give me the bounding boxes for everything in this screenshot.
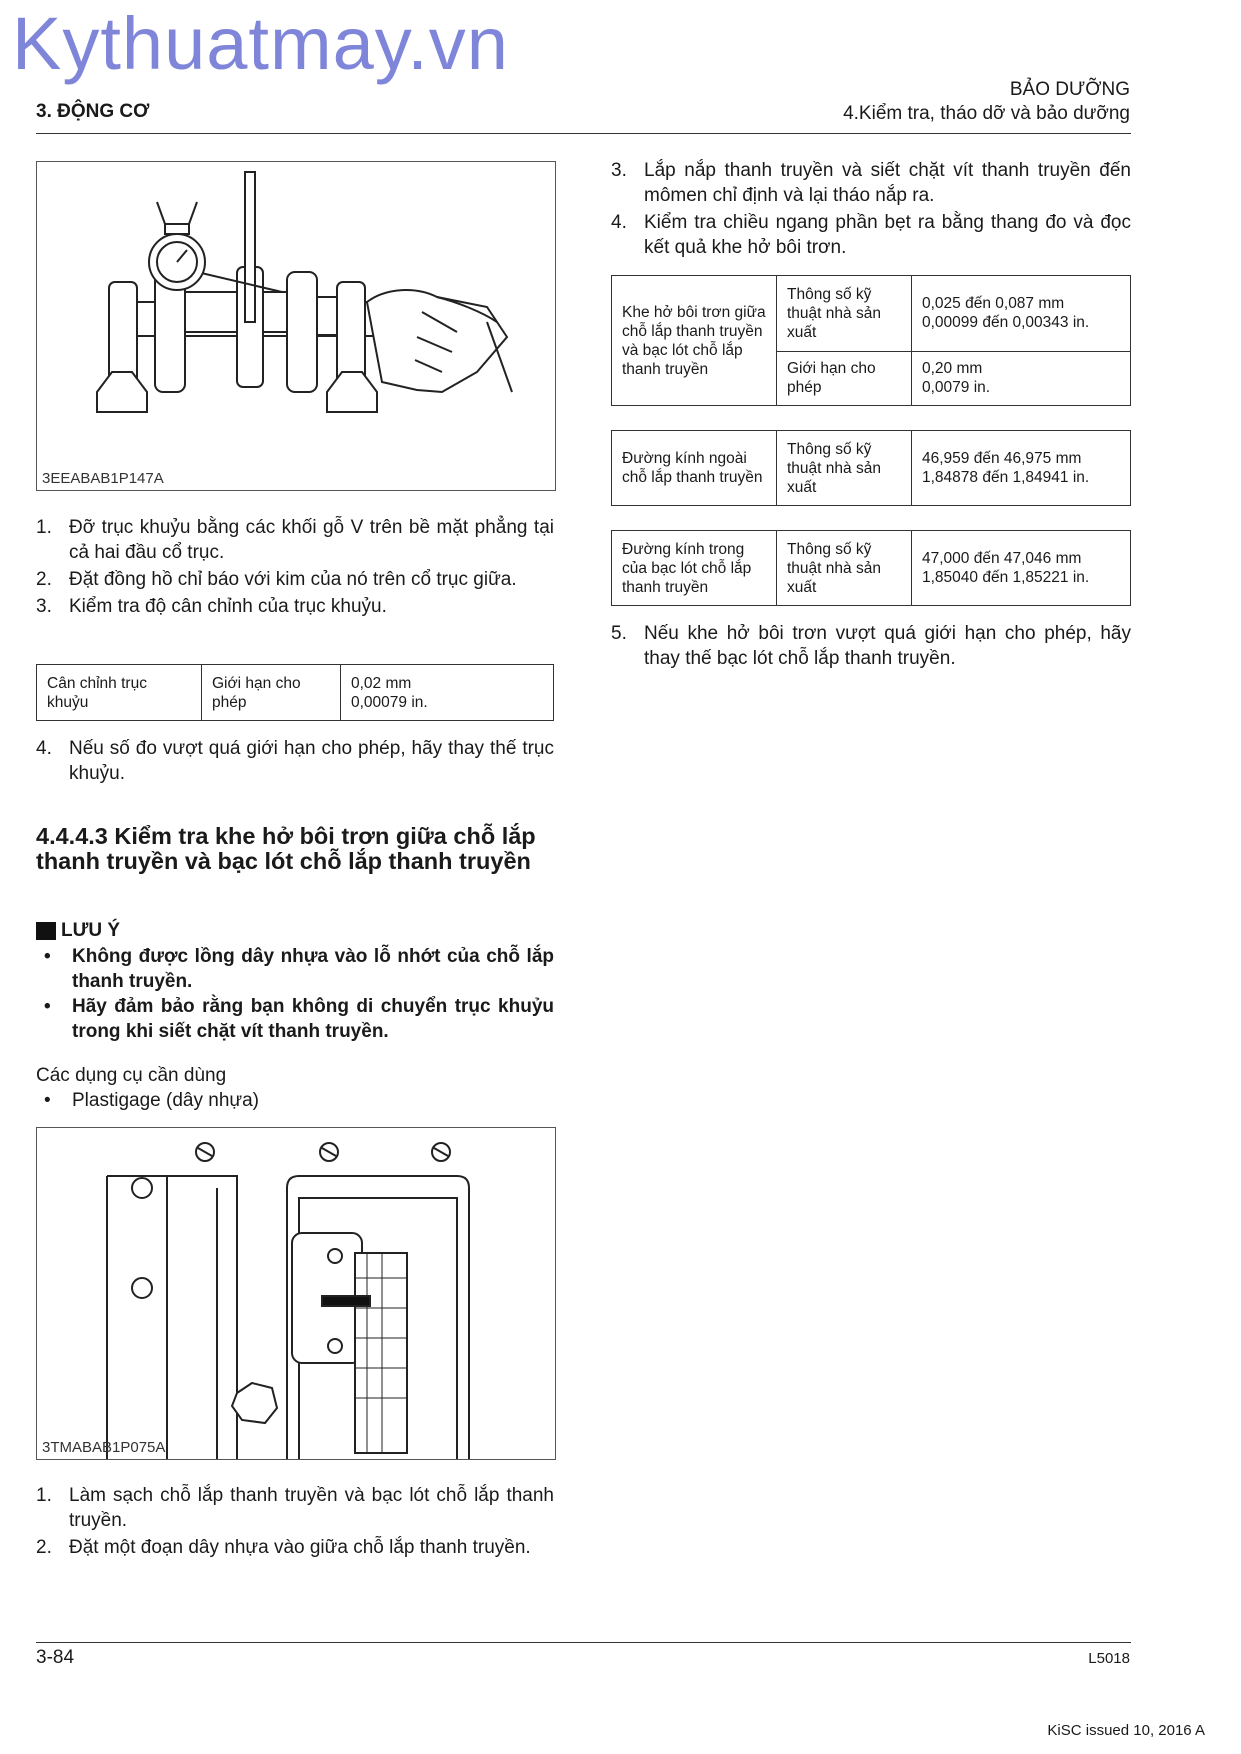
crankpin-od-table [611,430,1131,506]
step-text: Kiểm tra độ cân chỉnh của trục khuỷu. [69,596,387,617]
table-cell-spec: Thông số kỹ thuật nhà sản xuất [777,531,912,606]
list-item [36,1535,554,1560]
step-list [611,158,1131,260]
note-list [36,944,554,1044]
table-cell-spec: Giới hạn cho phép [777,351,912,405]
crankshaft-illustration [37,162,555,490]
table-cell-value: 0,025 đến 0,087 mm 0,00099 đến 0,00343 in. [912,276,1131,352]
right-step-5 [611,621,1131,673]
list-item [36,1483,554,1533]
left-steps-b [36,1483,554,1562]
step-number: 5. [611,623,627,644]
list-item: • Không được lồng dây nhựa vào lỗ nhớt của chỗ lắp thanh truyền. [36,944,554,994]
list-item: • Plastigage (dây nhựa) [36,1088,554,1113]
step-number: 3. [611,160,627,181]
table-cell-item: Cân chỉnh trục khuỷu [37,665,202,721]
footer-rule [36,1642,1131,1643]
step-text: Nếu khe hở bôi trơn vượt quá giới hạn cho phép, hãy thay thế bạc lót chỗ lắp thanh truyền. [644,623,1131,669]
step-text: Kiểm tra chiều ngang phần bẹt ra bằng thang đo và đọc kết quả khe hở bôi trơn. [644,212,1131,258]
table-row [612,531,1131,606]
left-step-4 [36,736,554,788]
section-title: 4.4.4.3 Kiểm tra khe hở bôi trơn giữa chỗ lắp thanh truyền và bạc lót chỗ lắp thanh truyền [36,823,536,874]
plastigage-figure [36,1127,556,1460]
step-list [36,736,554,786]
step-text: Nếu số đo vượt quá giới hạn cho phép, hãy thay thế trục khuỷu. [69,738,554,784]
section-header: 3. ĐỘNG CƠ [36,101,150,122]
model-code: L5018 [1088,1650,1130,1667]
step-text: Đặt đồng hồ chỉ báo với kim của nó trên cổ trục giữa. [69,569,517,590]
list-item [611,621,1131,671]
table-row [612,276,1131,352]
plastigage-illustration [37,1128,555,1459]
table-cell-spec: Thông số kỹ thuật nhà sản xuất [777,431,912,506]
note-box [36,920,554,1044]
list-item: • Hãy đảm bảo rằng bạn không di chuyển trục khuỷu trong khi siết chặt vít thanh truyền. [36,994,554,1044]
table-cell-item: Đường kính ngoài chỗ lắp thanh truyền [612,431,777,506]
crankshaft-alignment-table [36,664,554,721]
note-title: LƯU Ý [61,920,121,941]
list-item [36,567,554,592]
table-cell-value: 0,20 mm 0,0079 in. [912,351,1131,405]
list-item [36,736,554,786]
table-row [37,665,554,721]
chapter-title: BẢO DƯỠNG [1009,79,1130,100]
step-text: Lắp nắp thanh truyền và siết chặt vít thanh truyền đến mômen chỉ định và lại tháo nắp ra. [644,160,1131,206]
watermark: Kythuatmay.vn [12,2,509,85]
issue-note: KiSC issued 10, 2016 A [1047,1722,1205,1739]
page-number: 3-84 [36,1647,75,1668]
step-number: 2. [36,1537,52,1558]
step-number: 1. [36,1485,52,1506]
tools-list [36,1088,554,1113]
figure-code: 3EEABAB1P147A [42,470,164,487]
table-cell-item: Khe hở bôi trơn giữa chỗ lắp thanh truyền và bạc lót chỗ lắp thanh truyền [612,276,777,406]
list-item [36,594,554,619]
step-list [36,1483,554,1560]
oil-clearance-table [611,275,1131,406]
step-number: 3. [36,596,52,617]
table-cell-item: Đường kính trong của bạc lót chỗ lắp thanh truyền [612,531,777,606]
table-cell-value: 0,02 mm 0,00079 in. [341,665,554,721]
table-cell-spec: Giới hạn cho phép [202,665,341,721]
list-item [611,158,1131,208]
step-list [611,621,1131,671]
table-cell-value: 46,959 đến 46,975 mm 1,84878 đến 1,84941 in. [912,431,1131,506]
figure-code: 3TMABAB1P075A [42,1439,166,1456]
subchapter-title: 4.Kiểm tra, tháo dỡ và bảo dưỡng [843,103,1130,124]
table-cell-value: 47,000 đến 47,046 mm 1,85040 đến 1,85221 in. [912,531,1131,606]
note-square-icon [36,922,56,940]
step-number: 4. [611,212,627,233]
list-item [611,210,1131,260]
step-number: 1. [36,517,52,538]
left-steps-a [36,515,554,621]
tools-section [36,1063,554,1113]
bearing-id-table [611,530,1131,606]
step-number: 2. [36,569,52,590]
step-list [36,515,554,619]
table-row [612,431,1131,506]
chapter-header [843,78,1130,126]
step-text: Làm sạch chỗ lắp thanh truyền và bạc lót chỗ lắp thanh truyền. [69,1485,554,1531]
list-item [36,515,554,565]
table-cell-spec: Thông số kỹ thuật nhà sản xuất [777,276,912,352]
step-text: Đặt một đoạn dây nhựa vào giữa chỗ lắp thanh truyền. [69,1537,531,1558]
note-heading [36,920,554,942]
tools-heading: Các dụng cụ cần dùng [36,1065,227,1086]
step-number: 4. [36,738,52,759]
header-rule [36,133,1131,134]
crankshaft-alignment-figure [36,161,556,491]
step-text: Đỡ trục khuỷu bằng các khối gỗ V trên bề mặt phẳng tại cả hai đầu cổ trục. [69,517,554,563]
right-steps-a [611,158,1131,262]
